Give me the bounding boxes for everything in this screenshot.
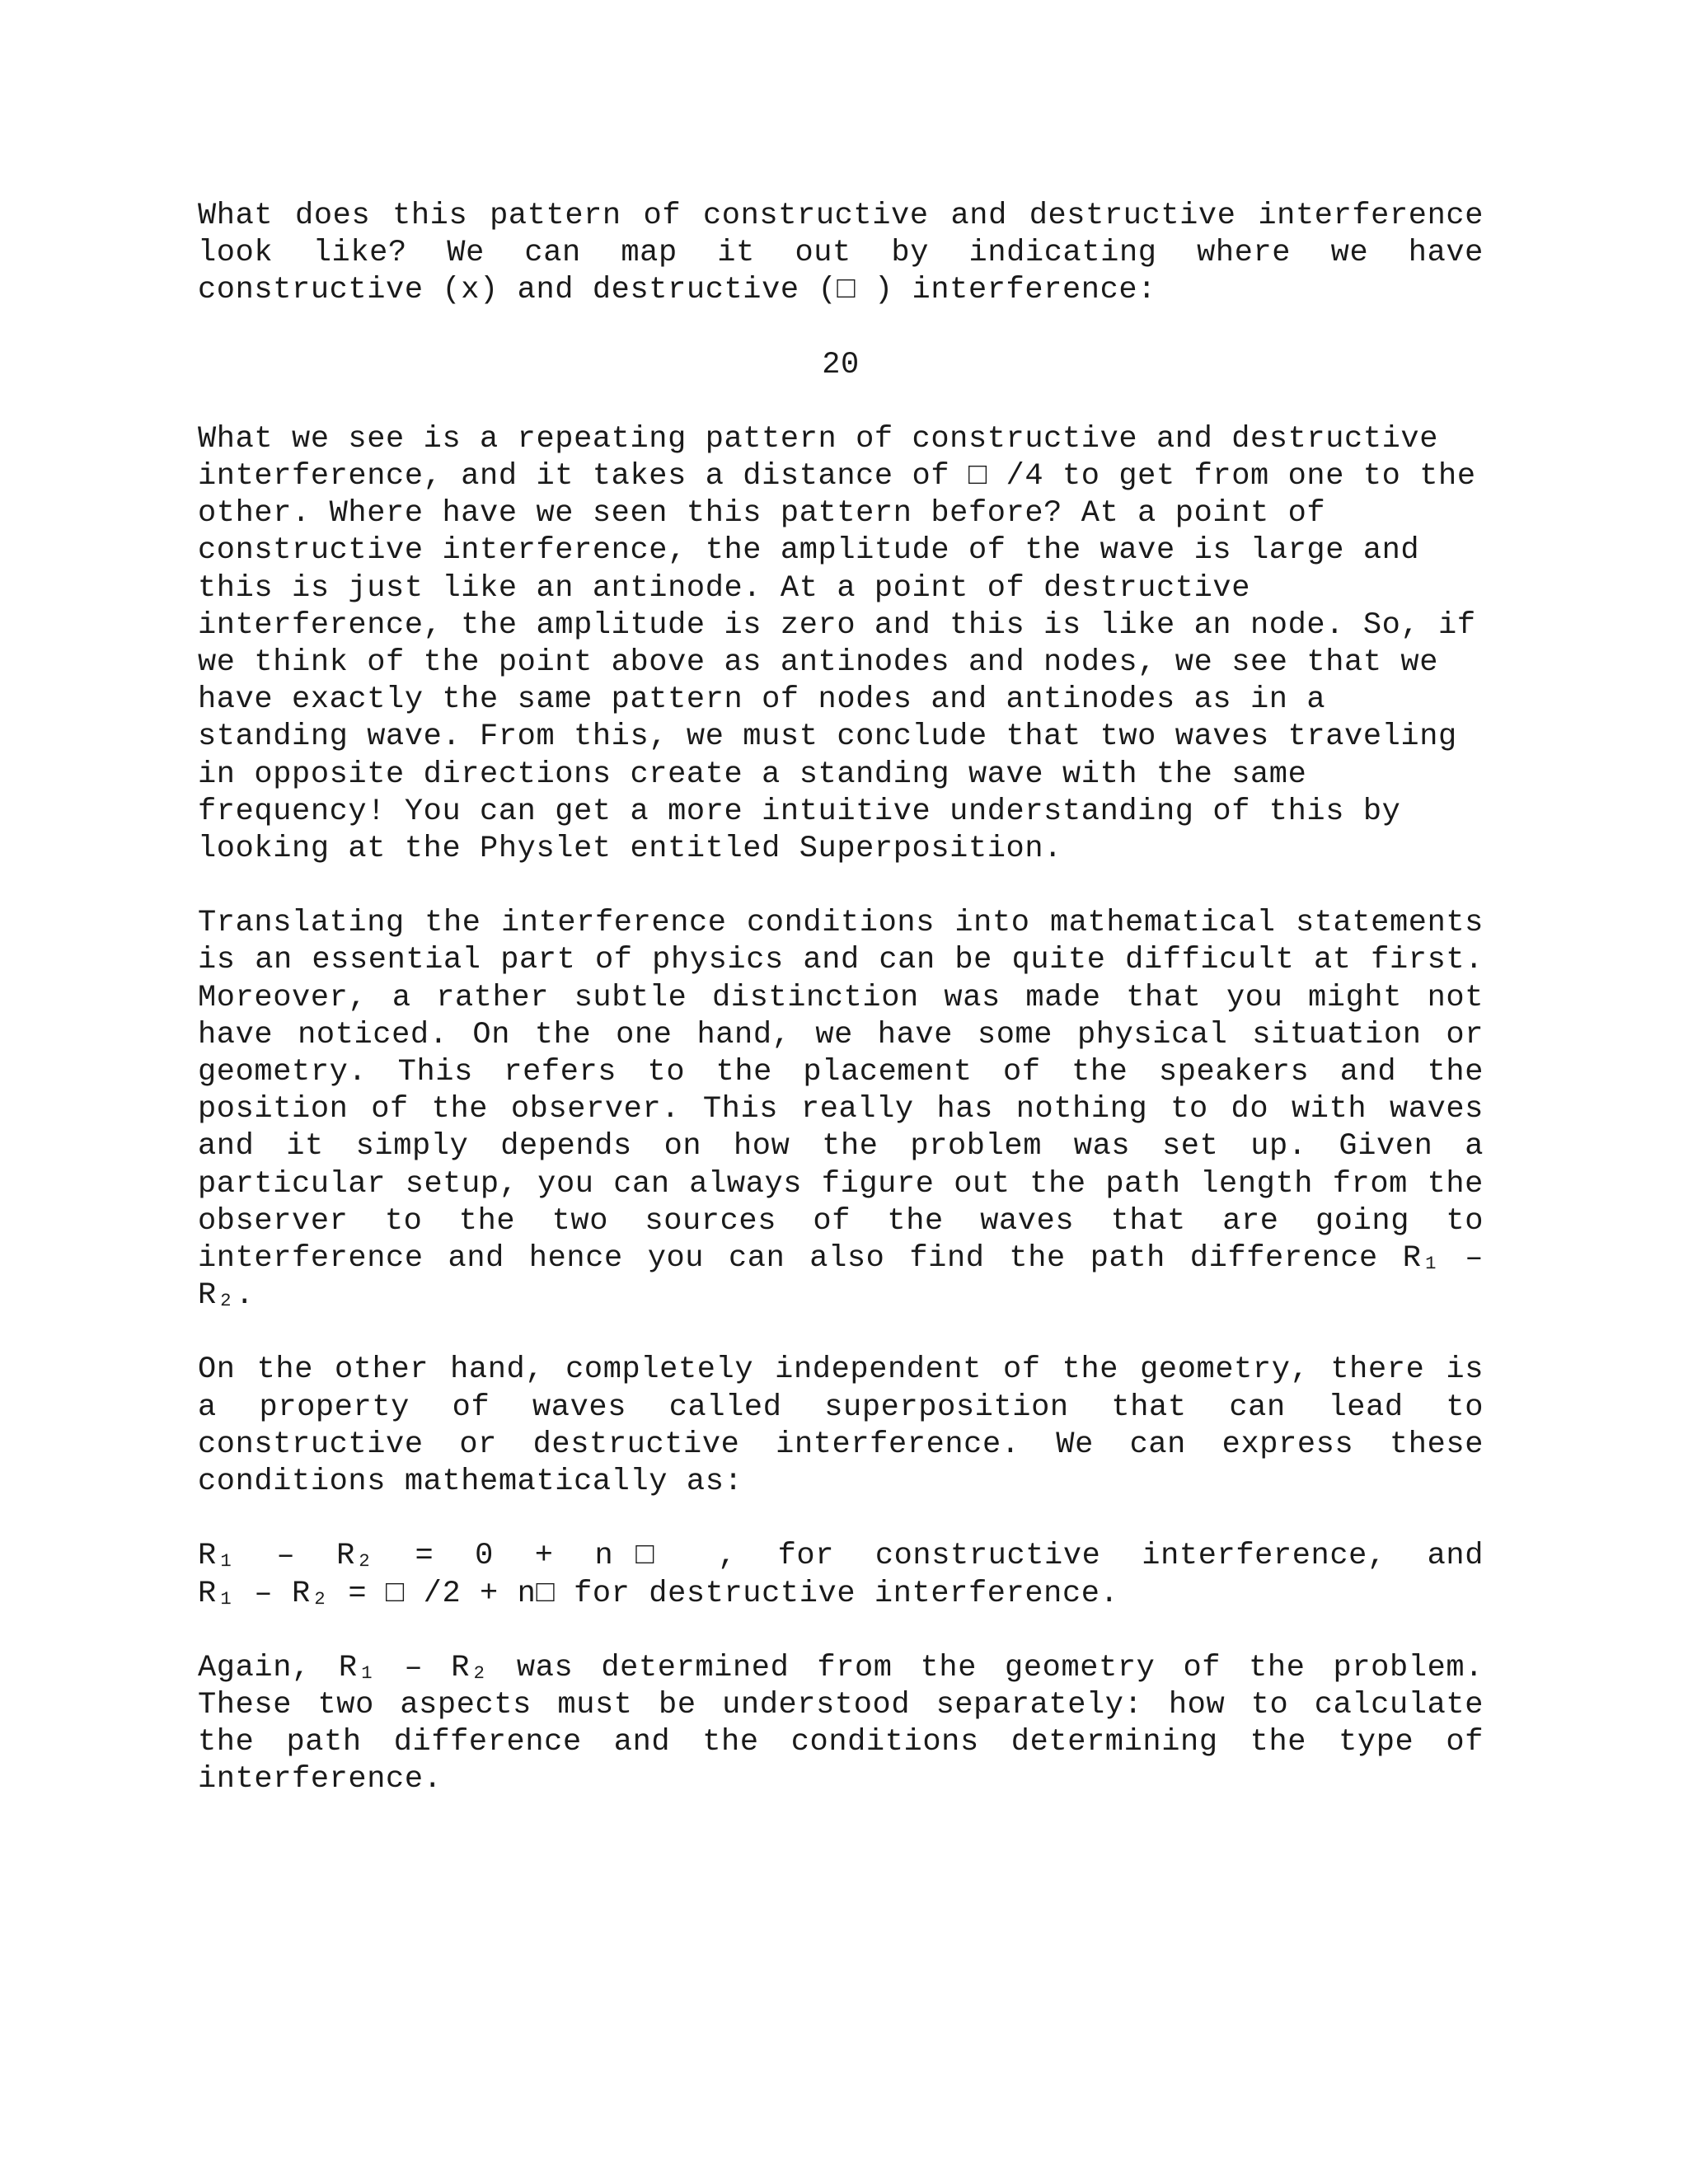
spacer xyxy=(198,868,1484,905)
interference-equations xyxy=(198,1538,1484,1612)
spacer xyxy=(198,310,1484,347)
spacer xyxy=(198,1315,1484,1352)
spacer xyxy=(198,1501,1484,1538)
equation-destructive: R₁ – R₂ = □ /2 + n□ for destructive interference. xyxy=(198,1576,1119,1611)
equation-constructive: R₁ – R₂ = 0 + n□ , for constructive interference, and xyxy=(198,1539,1484,1574)
paragraph-standing-wave-explanation: What we see is a repeating pattern of constructive and destructive interference, and it takes a distance of □ /4 to get from one to the other. Where have we seen this pattern before? At a point of constructive interference, the amplitude of the wave is large and this is just like an antinode. At a point of destructive interference, the amplitude is zero and this is like an node. So, if we think of the point above as antinodes and nodes, we see that we have exactly the same pattern of nodes and antinodes as in a standing wave. From this, we must conclude that two waves traveling in opposite directions create a standing wave with the same frequency! You can get a more intuitive understanding of this by looking at the Physlet entitled Superposition. xyxy=(198,421,1476,867)
document-page xyxy=(198,198,1484,1799)
spacer xyxy=(198,1613,1484,1650)
page-number: 20 xyxy=(822,347,860,382)
spacer xyxy=(198,384,1484,421)
paragraph-superposition: On the other hand, completely independent of the geometry, there is a property of waves called superposition that can lead to constructive or destructive interference. We can express these conditions mathematically as: xyxy=(198,1352,1484,1500)
paragraph-conclusion: Again, R₁ – R₂ was determined from the geometry of the problem. These two aspects must be understood separately: how to calculate the path difference and the conditions determining the type of interference. xyxy=(198,1650,1484,1797)
paragraph-interference-conditions: Translating the interference conditions into mathematical statements is an essential part of physics and can be quite difficult at first. Moreover, a rather subtle distinction was made that you might not have noticed. On the one hand, we have some physical situation or geometry. This refers to the placement of the speakers and the position of the observer. This really has nothing to do with waves and it simply depends on how the problem was set up. Given a particular setup, you can always figure out the path length from the observer to the two sources of the waves that are going to interference and hence you can also find the path difference R₁ – R₂. xyxy=(198,906,1484,1314)
paragraph-interference-map-intro: What does this pattern of constructive and destructive interference look like? We can map it out by indicating where we have constructive (x) and destructive (□ ) interference: xyxy=(198,199,1484,308)
